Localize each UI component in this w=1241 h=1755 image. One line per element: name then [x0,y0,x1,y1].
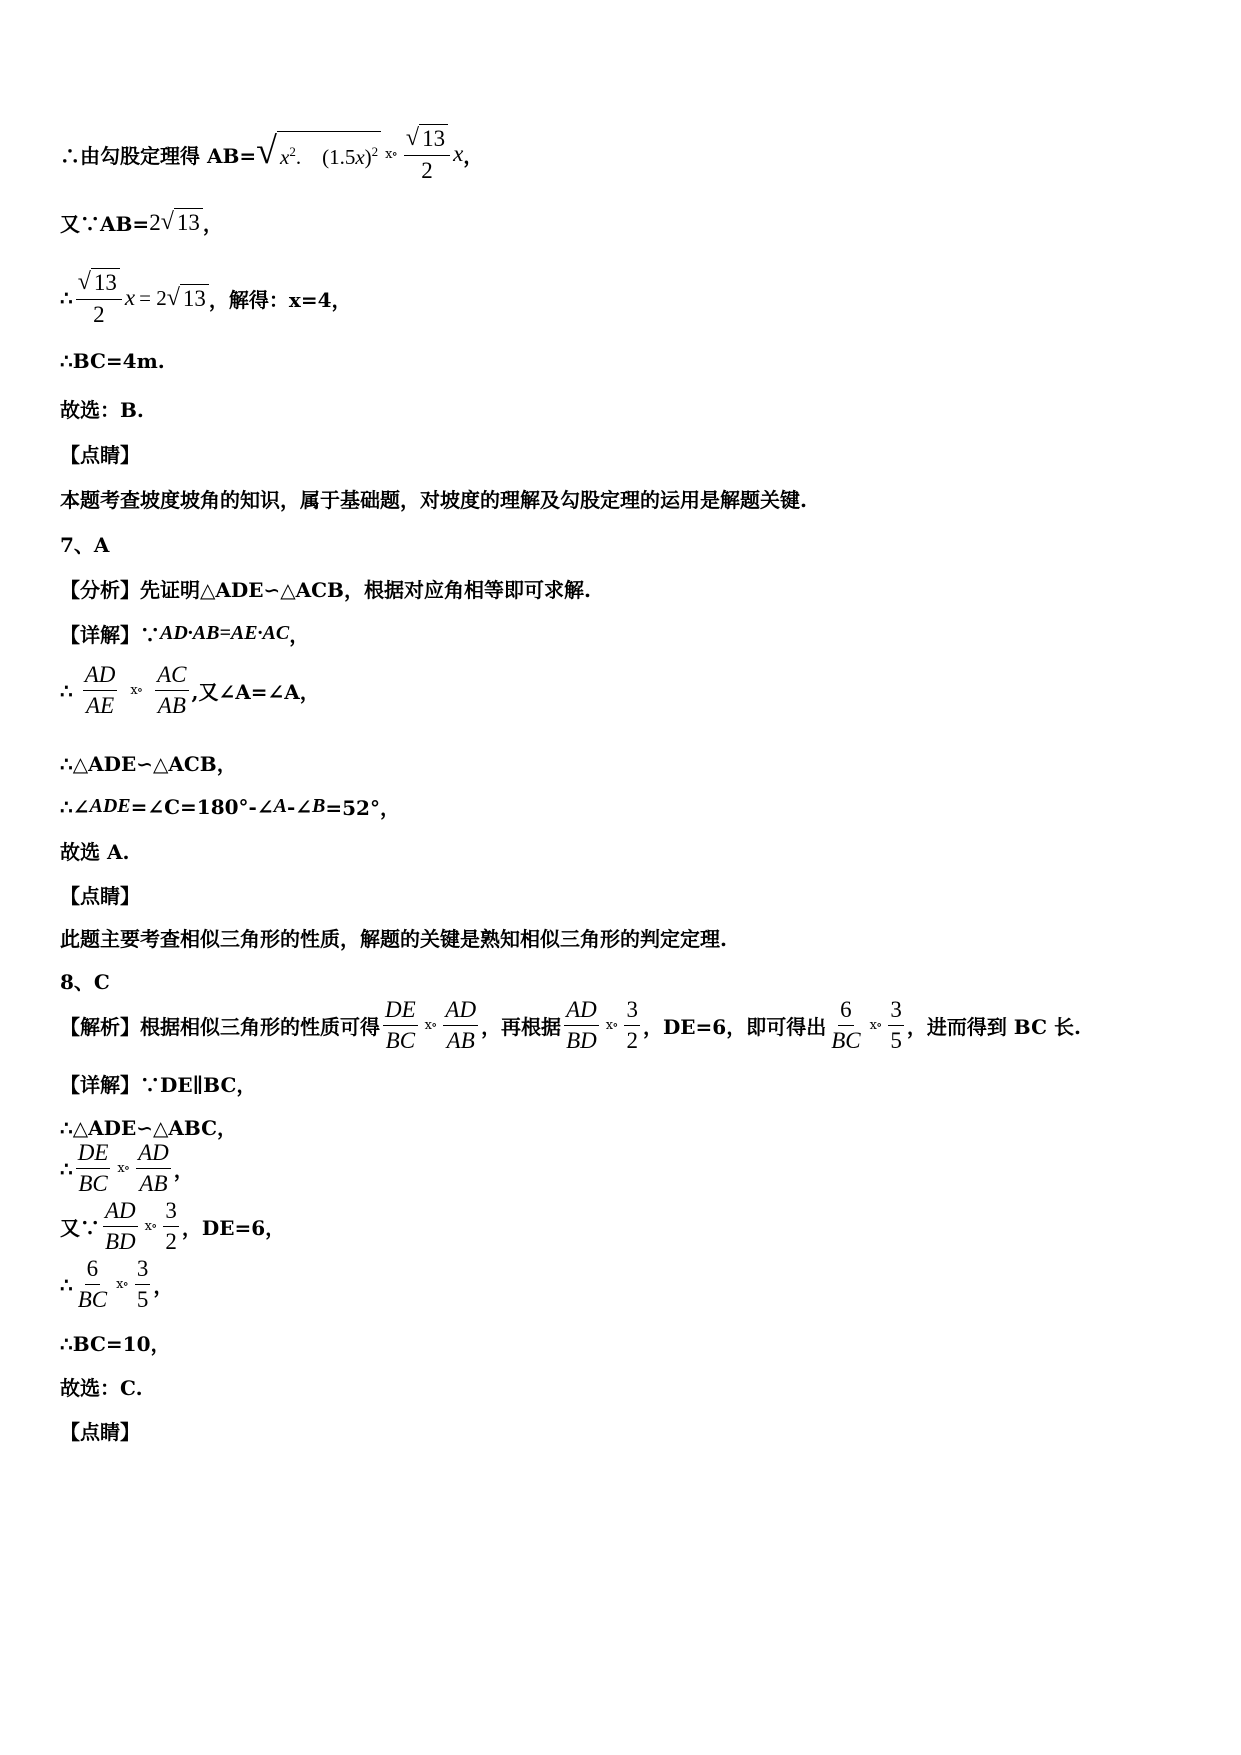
solution-line: 【分析】先证明△ADE∽△ACB，根据对应角相等即可求解. [60,578,591,602]
solution-line: 【详解】∵ AD·AB=AE·AC ， [60,622,310,647]
solution-line: 【详解】∵DE∥BC， [60,1073,257,1097]
fraction: $\frac{6}{BC}$ [77,1256,108,1312]
solution-line: 又∵ $\frac{AD}{BD}$ ⅹ∘ $\frac{3}{2}$ ，DE=6， [60,1198,286,1254]
solution-line: ∴BC=4m. [60,349,165,373]
fraction: $\frac{AD}{AB}$ [445,997,477,1053]
square-root: √ 13 [167,284,209,313]
garbled-symbol: ⅹ∘ [385,146,397,162]
solution-line: 故选：B. [60,398,144,422]
fraction: $\frac{AD}{AE}$ [84,662,116,718]
fraction: $\frac{DE}{BC}$ [385,997,416,1053]
fraction: $\frac{AC}{AB}$ [157,662,187,718]
fraction: $\frac{3}{2}$ [626,997,638,1053]
solution-line: ∴ $\frac{DE}{BC}$ ⅹ∘ $\frac{AD}{AB}$ ， [60,1140,194,1196]
solution-line: 故选 A. [60,840,130,864]
section-heading: 【点睛】 [60,1420,140,1444]
solution-line: 本题考查坡度坡角的知识，属于基础题，对坡度的理解及勾股定理的运用是解题关键. [60,488,807,512]
fraction: √ 13 2 [76,268,122,328]
solution-line: 又∵AB= 2 √ 13 ， [60,209,223,236]
fraction: $\frac{AD}{BD}$ [566,997,597,1053]
solution-line: 【解析】根据相似三角形的性质可得 $\frac{DE}{BC}$ ⅹ∘ $\frac{AD}{AB}$ ，再根据 $\frac{AD}{BD}$ ⅹ∘ $\frac{3}{2}$ ，DE=6，即可得出 $\frac{6}{BC}$ ⅹ∘ $\frac{3}{5}$ ，进而得到 BC 长. [60,997,1081,1053]
fraction: $\frac{3}{5}$ [890,997,902,1053]
square-root: √ 13 [161,208,203,237]
question-number: 8、C [60,970,110,994]
question-number: 7、A [60,533,110,557]
solution-line: 故选：C. [60,1376,143,1400]
fraction: $\frac{6}{BC}$ [831,997,861,1053]
solution-line: ∴ $\frac{6}{BC}$ ⅹ∘ $\frac{3}{5}$ ， [60,1256,174,1312]
solution-line: ∴BC=10， [60,1332,171,1356]
solution-line: ∴∠ ADE =∠C=180°-∠ A -∠ B =52°， [60,794,400,820]
section-heading: 【点睛】 [60,884,140,908]
fraction: $\frac{DE}{BC}$ [77,1140,109,1196]
variable: x [453,141,464,166]
fraction: √ 13 2 [404,124,450,184]
solution-line: ∴△ADE∽△ACB， [60,752,237,776]
solution-line: 此题主要考查相似三角形的性质，解题的关键是熟知相似三角形的判定定理. [60,927,727,951]
fraction: $\frac{3}{5}$ [136,1256,149,1312]
line-prefix: ∴由勾股定理得 AB= [60,143,257,168]
fraction: $\frac{AD}{BD}$ [105,1198,136,1254]
solution-line: ∴△ADE∽△ABC， [60,1116,238,1140]
fraction: $\frac{3}{2}$ [165,1198,177,1254]
solution-line: ∴ $\frac{AD}{AE}$ ⅹ∘ $\frac{AC}{AB}$ ,又∠A=∠A， [60,662,320,718]
solution-line: ∴由勾股定理得 AB= √ $x^2$. $(1.5x)^2$ ⅹ∘ √ 13 2 x ， [60,125,484,183]
fraction: $\frac{AD}{AB}$ [138,1140,169,1196]
solution-line: ∴ √ 13 2 x = 2 √ 13 ，解得：x=4， [60,269,352,327]
square-root: √ $x^2$. $(1.5x)^2$ [256,131,381,177]
section-heading: 【点睛】 [60,443,140,467]
